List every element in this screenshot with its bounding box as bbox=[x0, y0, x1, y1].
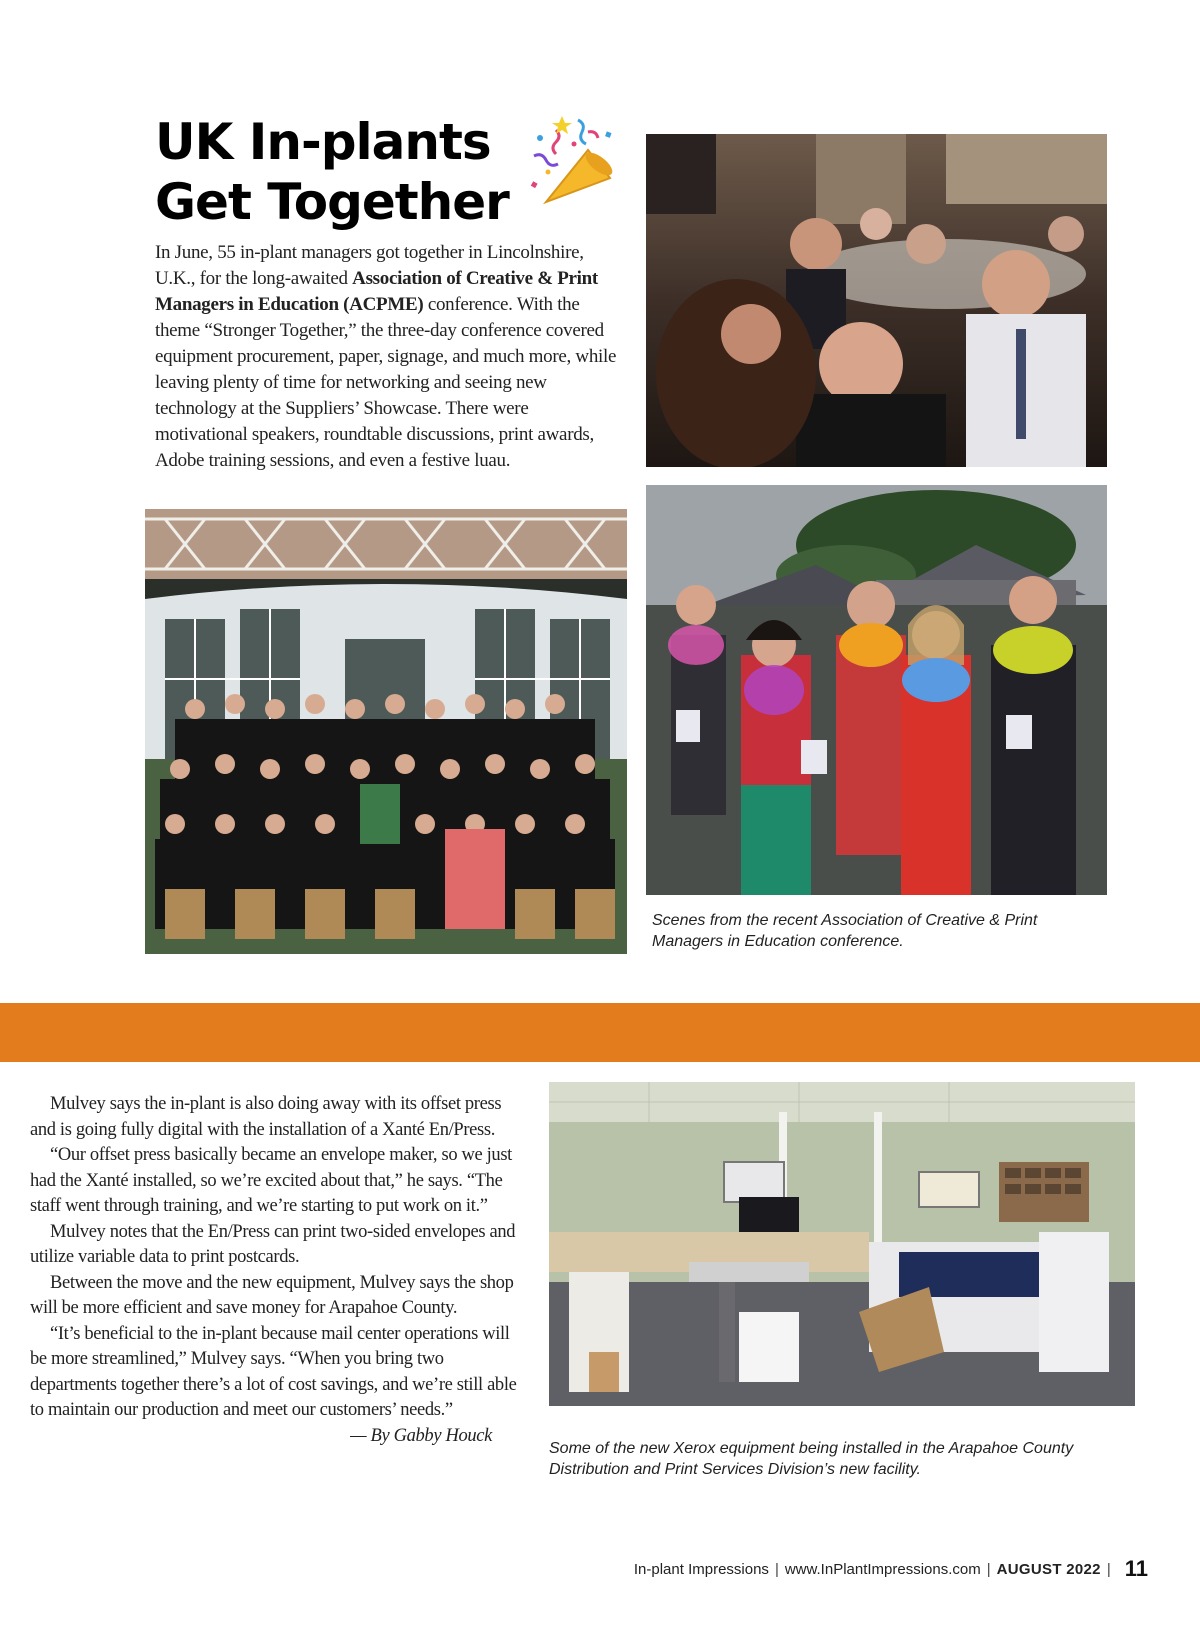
footer-separator: | bbox=[986, 1560, 991, 1578]
group-photo bbox=[145, 509, 627, 954]
title-line-2: Get Together bbox=[155, 173, 509, 231]
photo-caption-xerox: Some of the new Xerox equipment being installed in the Arapahoe County Distribution and Print Services Division’s new facility. bbox=[549, 1440, 1074, 1478]
byline: — By Gabby Houck bbox=[350, 1425, 492, 1446]
party-popper-icon bbox=[526, 112, 622, 212]
footer-issue: AUGUST 2022 bbox=[996, 1560, 1101, 1578]
title-line-1: UK In-plants bbox=[155, 113, 491, 171]
xerox-equipment-photo bbox=[549, 1082, 1135, 1406]
page-title bbox=[155, 112, 509, 232]
article-paragraph: Mulvey notes that the En/Press can print two-sided envelopes and utilize variable data to print postcards. bbox=[30, 1221, 516, 1267]
article-paragraph: Mulvey says the in-plant is also doing away with its offset press and is going fully digital with the installation of a Xanté En/Press. bbox=[30, 1094, 502, 1140]
banquet-photo bbox=[646, 134, 1107, 467]
article-paragraph: “It’s beneficial to the in-plant because mail center operations will be more streamlined,” Mulvey says. “When you bring two departments together there’s a lot of cost savings, and we’re still able to maintain our production and meet our customers’ needs.” bbox=[30, 1323, 517, 1420]
photo-caption-acpme: Scenes from the recent Association of Creative & Print Managers in Education conference. bbox=[652, 912, 1038, 950]
article-paragraph: “Our offset press basically became an envelope maker, so we just had the Xanté installed, so we’re excited about that,” he says. “The staff went through training, and we’re starting to put work on it.” bbox=[30, 1145, 512, 1216]
footer-separator: | bbox=[774, 1560, 779, 1578]
intro-text-1: In June, 55 in-plant managers got together in Lincolnshire, U.K., for the long-awaited bbox=[155, 242, 584, 289]
article-continuation bbox=[30, 1092, 526, 1449]
article-paragraph: Between the move and the new equipment, Mulvey says the shop will be more efficient and save money for Arapahoe County. bbox=[30, 1272, 514, 1318]
intro-text-2: conference. With the theme “Stronger Together,” the three-day conference covered equipment procurement, paper, signage, and much more, while leaving plenty of time for networking and seeing new technology at the Suppliers’ Showcase. There were motivational speakers, roundtable discussions, print awards, Adobe training sessions, and even a festive luau. bbox=[155, 294, 617, 471]
page-footer bbox=[634, 1556, 1148, 1582]
intro-paragraph bbox=[155, 240, 625, 474]
luau-photo bbox=[646, 485, 1107, 895]
footer-publication: In-plant Impressions bbox=[633, 1560, 769, 1578]
page-number: 11 bbox=[1124, 1556, 1148, 1581]
section-divider-band bbox=[0, 1003, 1200, 1062]
footer-website-link[interactable]: www.InPlantImpressions.com bbox=[784, 1560, 981, 1578]
footer-separator: | bbox=[1106, 1560, 1111, 1578]
intro-organization-name: Association of Creative & Print Managers in Education (ACPME) bbox=[155, 268, 598, 315]
